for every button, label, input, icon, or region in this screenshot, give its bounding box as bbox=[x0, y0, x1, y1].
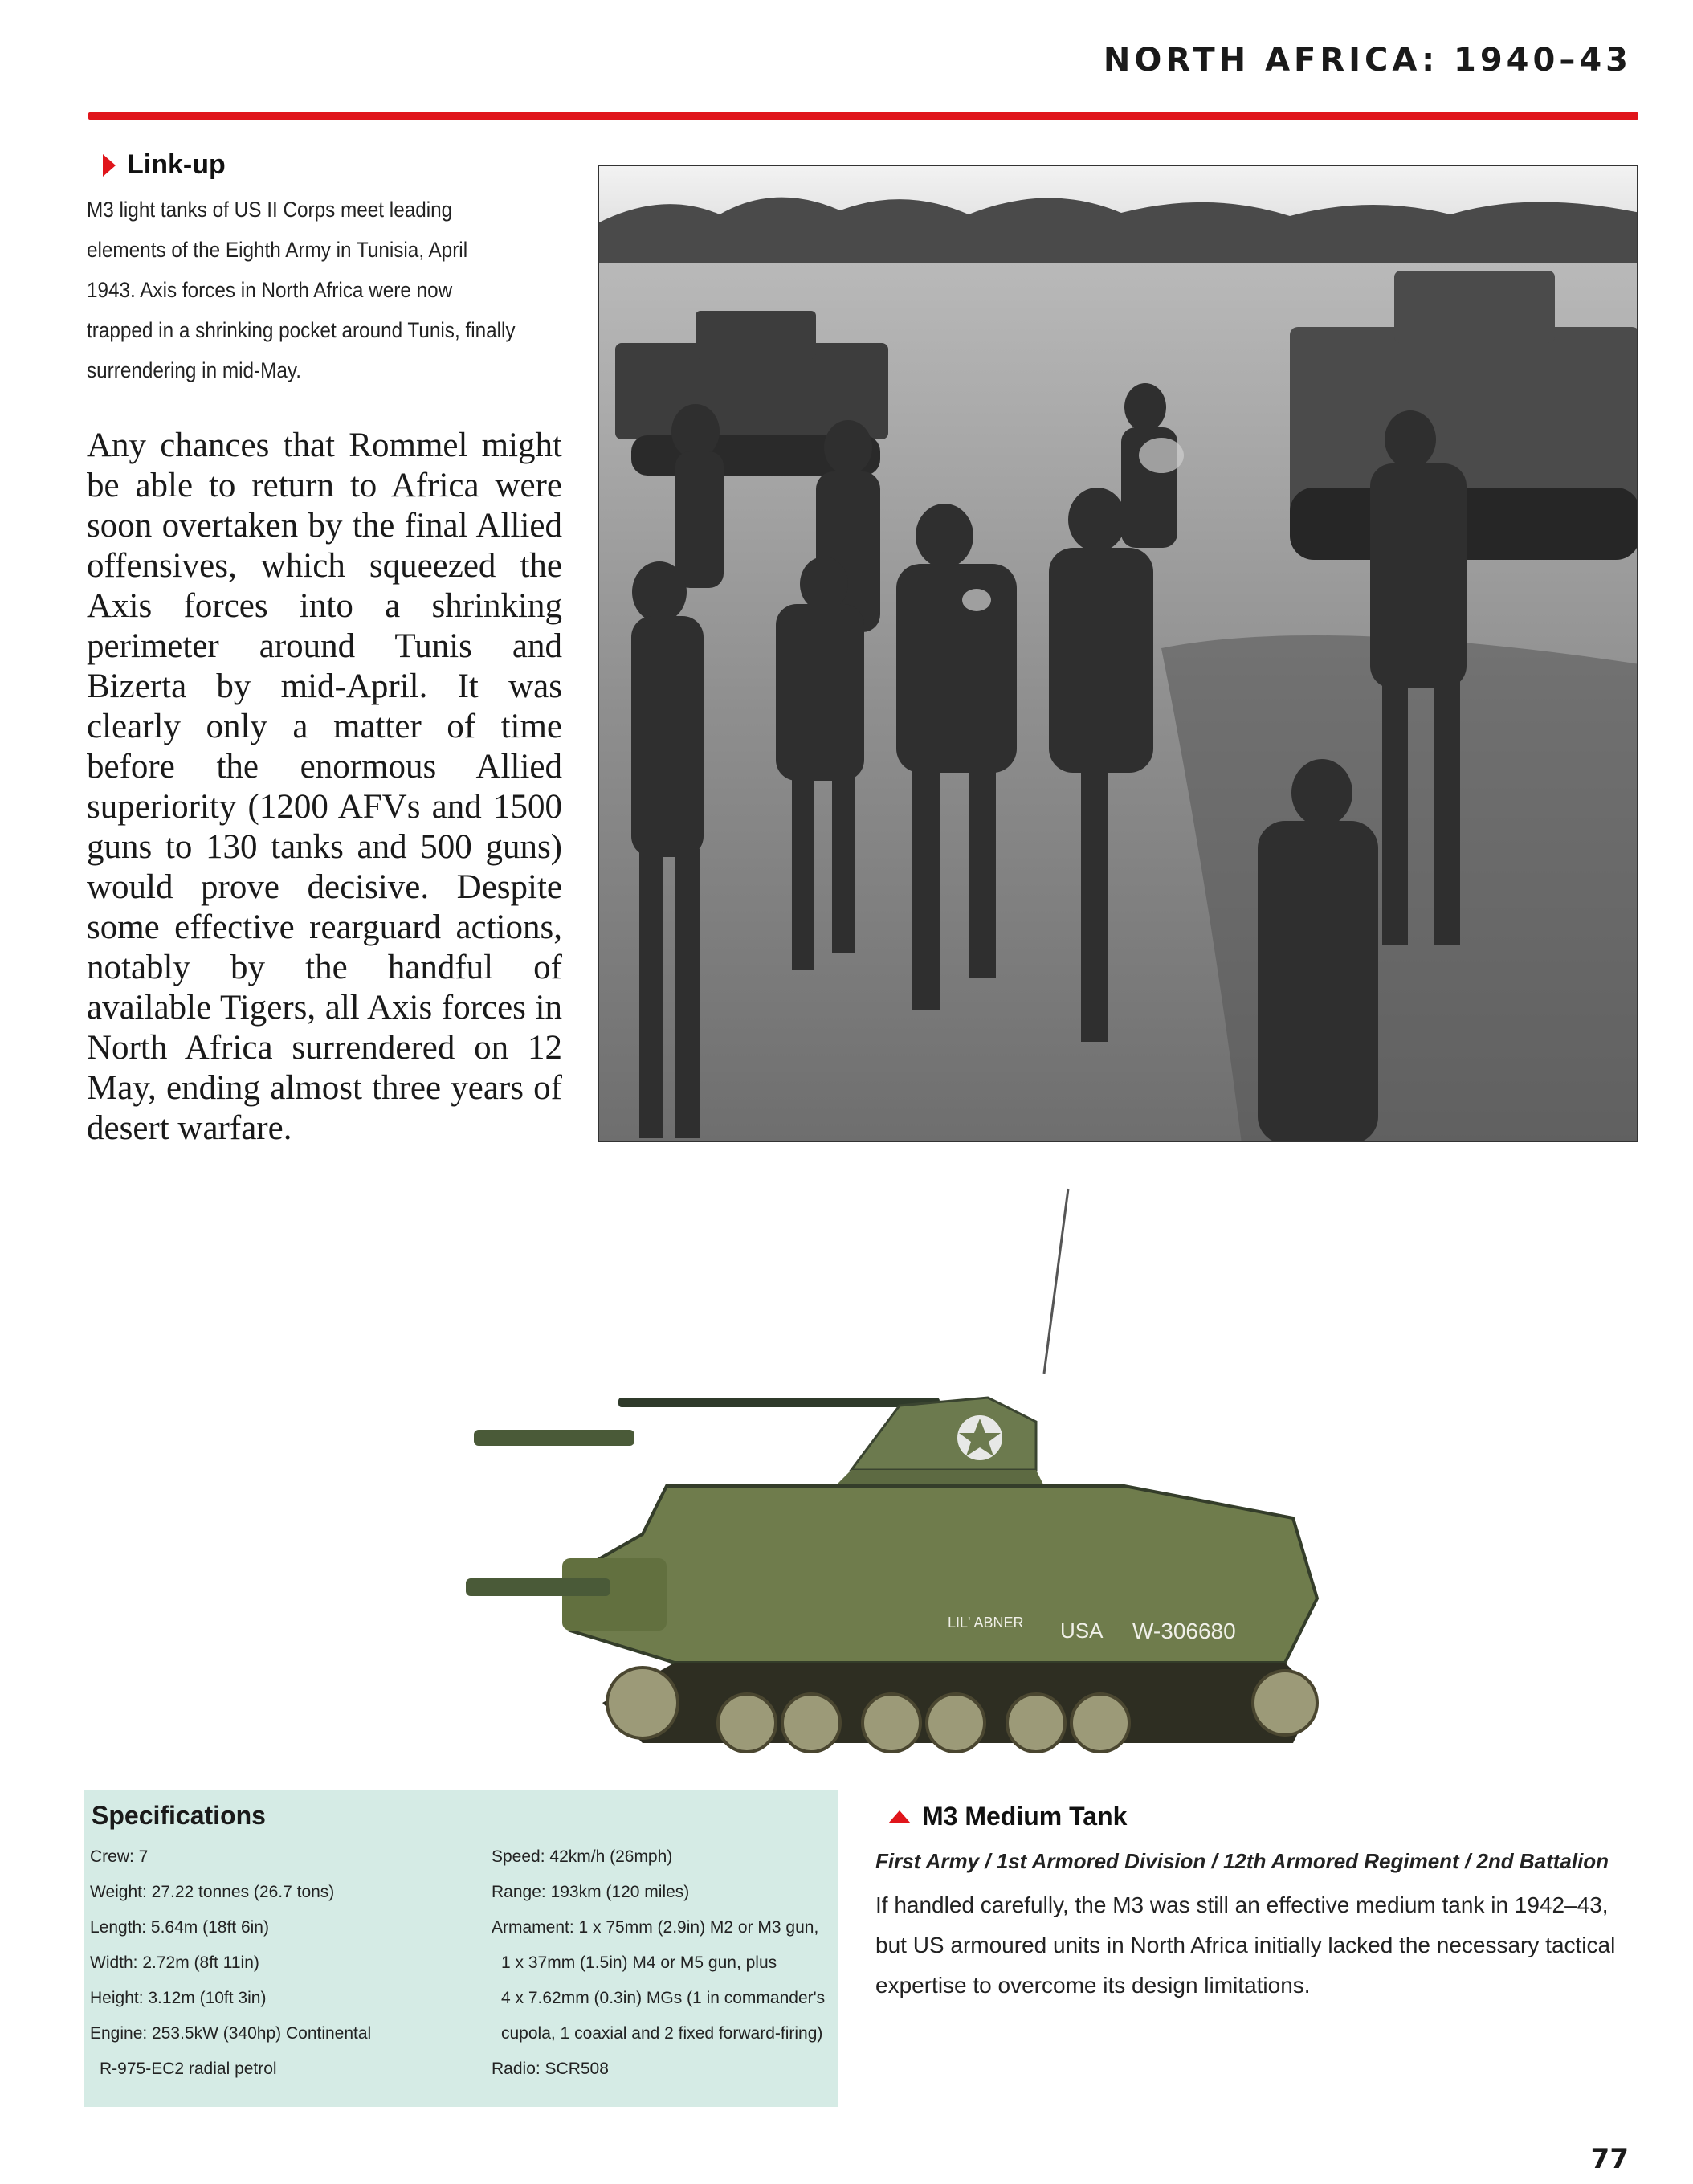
spec-armament-cont-3: cupola, 1 coaxial and 2 fixed forward-firing) bbox=[501, 2024, 823, 2043]
body-paragraph: Any chances that Rommel might be able to return to Africa were soon overtaken by the final Allied offensives, which squeezed the Axis forces into a shrinking perimeter around Tunis and Bizerta by mid-April. It was clearly only a matter of time before the enormous Allied superiority (1200 AFVs and 1500 guns to 130 tanks and 500 guns) would prove decisive. Despite some effective rearguard actions, notably by the handful of available Tigers, all Axis forces in North Africa surrendered on 12 May, ending almost three years of desert warfare. bbox=[87, 427, 562, 1147]
spec-length: Length: 5.64m (18ft 6in) bbox=[90, 1918, 269, 1937]
specifications-box bbox=[84, 1790, 838, 2107]
tank-description: If handled carefully, the M3 was still an effective medium tank in 1942–43, but US armoured units in North Africa initially lacked the necessary tactical expertise to overcome its design limitations. bbox=[875, 1892, 1616, 1998]
spec-armament: Armament: 1 x 75mm (2.9in) M2 or M3 gun, bbox=[492, 1918, 819, 1937]
tank-title bbox=[888, 1802, 1127, 1831]
photo-caption-title: Link-up bbox=[127, 149, 226, 180]
specifications-right-column bbox=[492, 1839, 829, 2087]
spec-weight: Weight: 27.22 tonnes (26.7 tons) bbox=[90, 1883, 335, 1901]
spec-engine-cont: R-975-EC2 radial petrol bbox=[100, 2059, 277, 2078]
tank-marking-name: LIL' ABNER bbox=[948, 1615, 1024, 1631]
m3-tank-illustration bbox=[402, 1181, 1349, 1759]
spec-armament-cont-2: 4 x 7.62mm (0.3in) MGs (1 in commander's bbox=[501, 1989, 826, 2007]
photo-caption-heading bbox=[103, 149, 226, 181]
spec-engine: Engine: 253.5kW (340hp) Continental bbox=[90, 2024, 372, 2043]
header-rule bbox=[88, 112, 1638, 120]
specifications-left-column bbox=[90, 1839, 475, 2087]
spec-radio: Radio: SCR508 bbox=[492, 2059, 609, 2078]
spec-width: Width: 2.72m (8ft 11in) bbox=[90, 1953, 259, 1972]
tank-marking-serial: W-306680 bbox=[1132, 1619, 1236, 1643]
running-header: NORTH AFRICA: 1940–43 bbox=[1103, 42, 1632, 79]
specifications-title: Specifications bbox=[92, 1801, 266, 1830]
spec-speed: Speed: 42km/h (26mph) bbox=[492, 1847, 673, 1866]
spec-range: Range: 193km (120 miles) bbox=[492, 1883, 690, 1901]
photo-caption-text: M3 light tanks of US II Corps meet leading elements of the Eighth Army in Tunisia, April 1943. Axis forces in North Africa were now trapped in a shrinking pocket around Tunis, finally surrendering in mid-May. bbox=[87, 198, 516, 382]
tank-unit: First Army / 1st Armored Division / 12th Armored Regiment / 2nd Battalion bbox=[875, 1849, 1609, 1873]
spec-height: Height: 3.12m (10ft 3in) bbox=[90, 1989, 267, 2007]
link-up-photo-illustration bbox=[599, 166, 1638, 1142]
caption-arrow-icon bbox=[103, 154, 116, 177]
triangle-up-icon bbox=[888, 1810, 911, 1823]
page-number: 77 bbox=[1590, 2143, 1629, 2175]
tank-marking-usa: USA bbox=[1060, 1619, 1104, 1643]
spec-armament-cont-1: 1 x 37mm (1.5in) M4 or M5 gun, plus bbox=[501, 1953, 777, 1972]
link-up-photo bbox=[598, 165, 1638, 1142]
spec-crew: Crew: 7 bbox=[90, 1847, 149, 1866]
tank-title-text: M3 Medium Tank bbox=[922, 1802, 1128, 1831]
